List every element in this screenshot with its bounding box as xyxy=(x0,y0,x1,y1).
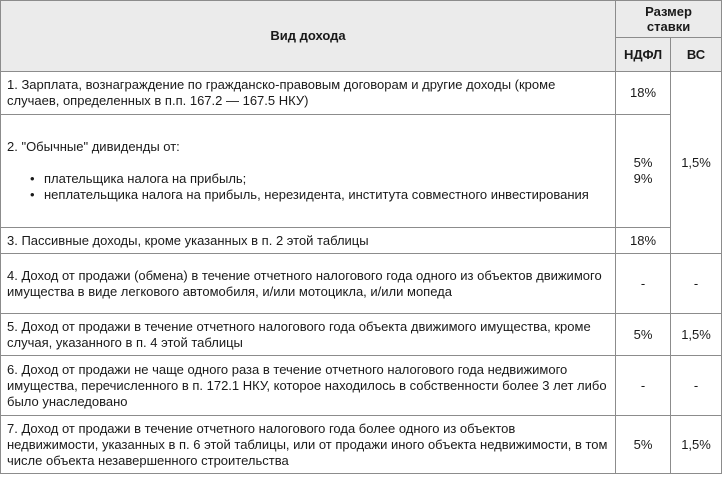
row-6-description: 6. Доход от продажи не чаще одного раза в течение отчетного налогового года недвижимого имущества, перечисленного в п. 172.1 НКУ, которое находилось в собственности более 3 лет либо было унаследовано xyxy=(1,356,616,416)
table-row xyxy=(1,356,722,416)
row-2-bullet-2: • неплательщика налога на прибыль, нерезидента, института совместного инвестирования xyxy=(30,187,609,203)
header-vs: ВС xyxy=(671,38,722,72)
row-1-ndfl: 18% xyxy=(616,72,671,115)
row-7-description: 7. Доход от продажи в течение отчетного налогового года более одного из объектов недвижимости, указанных в п. 6 этой таблицы, или от продажи иного объекта недвижимости, в том числе объекта незавершенного строительства xyxy=(1,416,616,474)
row-3-description: 3. Пассивные доходы, кроме указанных в п. 2 этой таблицы xyxy=(1,228,616,254)
row-2-ndfl xyxy=(616,115,671,228)
row-3-ndfl: 18% xyxy=(616,228,671,254)
row-4-ndfl: - xyxy=(616,254,671,314)
header-ndfl: НДФЛ xyxy=(616,38,671,72)
table-row xyxy=(1,254,722,314)
row-2-title: 2. "Обычные" дивиденды от: xyxy=(7,139,180,154)
row-6-ndfl: - xyxy=(616,356,671,416)
row-5-ndfl: 5% xyxy=(616,314,671,356)
row-4-description: 4. Доход от продажи (обмена) в течение отчетного налогового года одного из объектов движимого имущества в виде легкового автомобиля, и/или мотоцикла, и/или мопеда xyxy=(1,254,616,314)
row-2-ndfl-2: 9% xyxy=(633,171,653,186)
row-6-vs: - xyxy=(671,356,722,416)
row-5-vs: 1,5% xyxy=(671,314,722,356)
row-2-description xyxy=(1,115,616,228)
header-rate: Размер ставки xyxy=(616,1,722,38)
table-row xyxy=(1,314,722,356)
rows-1-3-vs: 1,5% xyxy=(671,72,722,254)
table-row xyxy=(1,72,722,115)
row-2-bullet-1: • плательщика налога на прибыль; xyxy=(30,171,609,187)
row-1-description: 1. Зарплата, вознаграждение по гражданско-правовым договорам и другие доходы (кроме случаев, определенных в п.п. 167.2 — 167.5 НКУ) xyxy=(1,72,616,115)
header-income-type: Вид дохода xyxy=(1,1,616,72)
row-7-ndfl: 5% xyxy=(616,416,671,474)
row-2-bullet-list xyxy=(7,171,609,203)
row-5-description: 5. Доход от продажи в течение отчетного налогового года объекта движимого имущества, кроме случая, указанного в п. 4 этой таблицы xyxy=(1,314,616,356)
table-row xyxy=(1,115,722,228)
row-4-vs: - xyxy=(671,254,722,314)
table-row xyxy=(1,416,722,474)
table-row xyxy=(1,228,722,254)
row-2-ndfl-1: 5% xyxy=(633,155,653,170)
row-7-vs: 1,5% xyxy=(671,416,722,474)
